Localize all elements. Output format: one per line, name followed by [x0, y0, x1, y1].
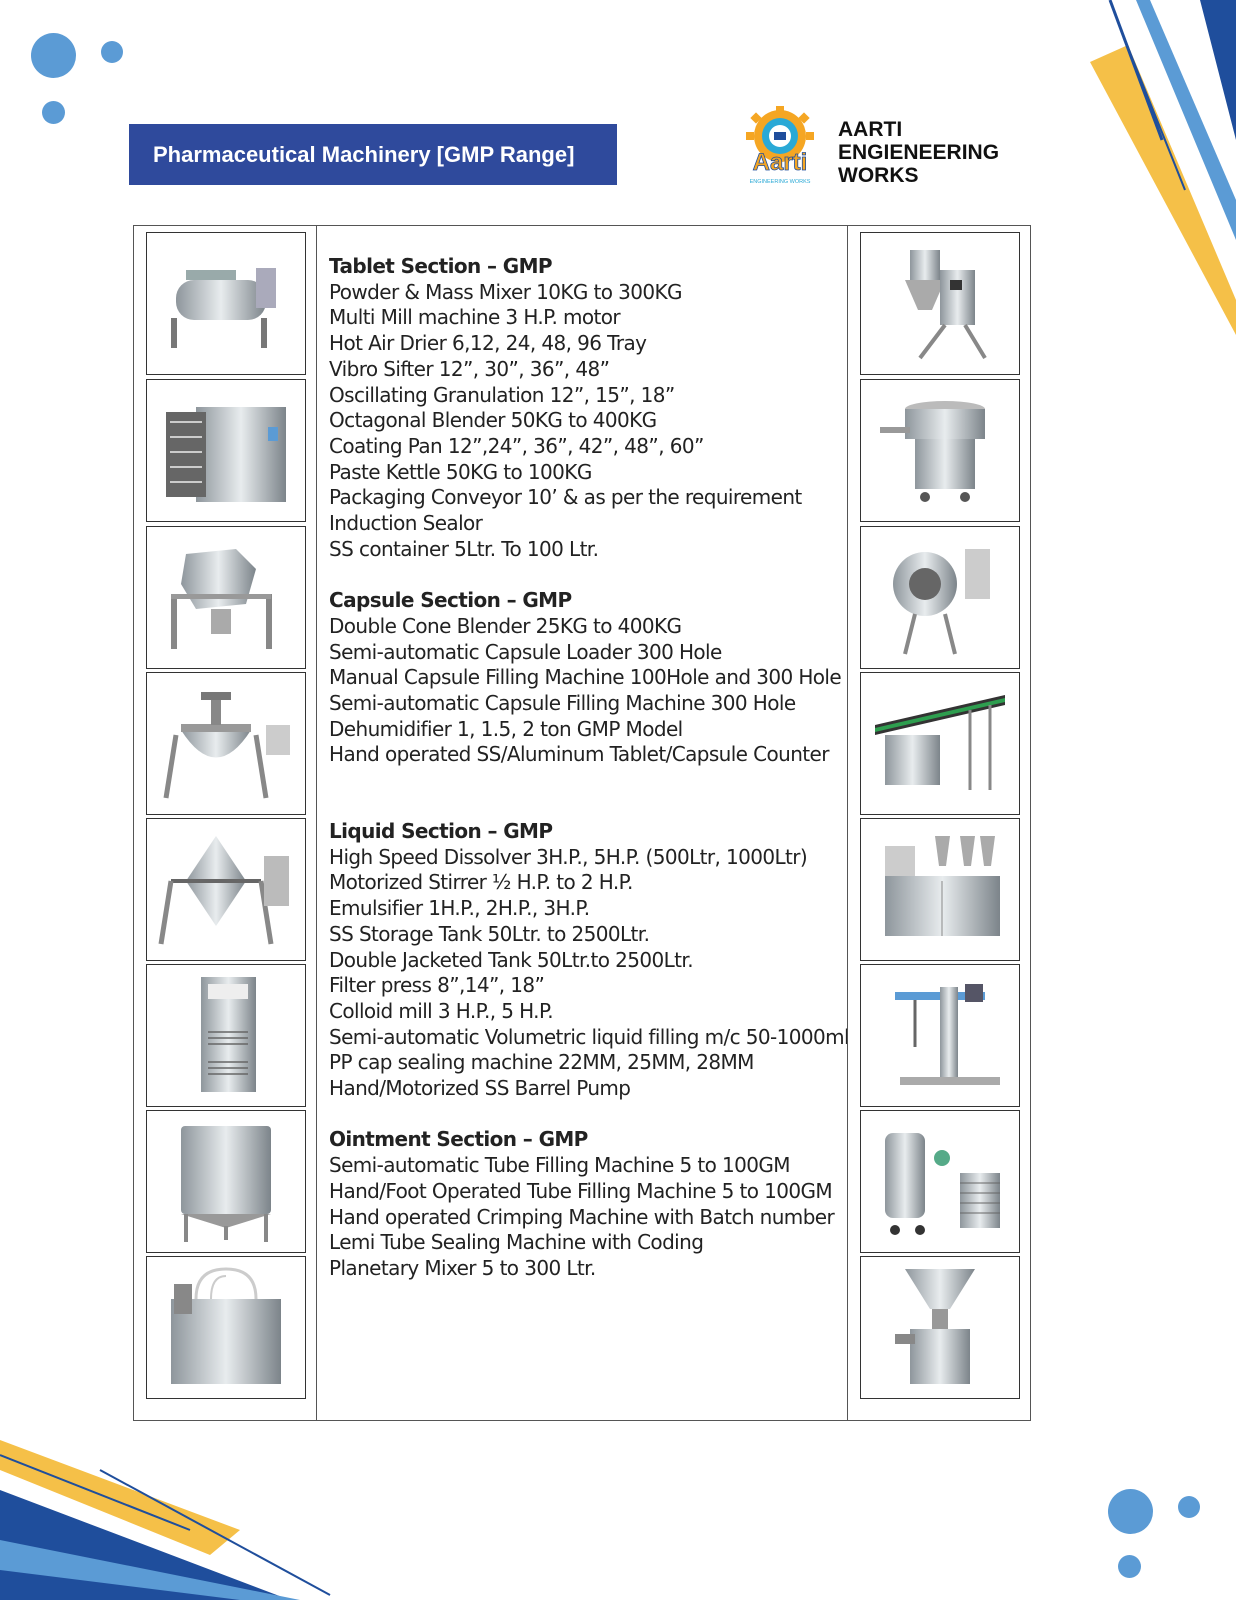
list-item: Semi-automatic Capsule Filling Machine 300 Hole — [329, 690, 796, 715]
list-item: Octagonal Blender 50KG to 400KG — [329, 408, 657, 433]
list-item: Coating Pan 12”,24”, 36”, 42”, 48”, 60” — [329, 433, 704, 458]
list-item: Hand/Motorized SS Barrel Pump — [329, 1076, 631, 1101]
list-item: Hand operated SS/Aluminum Tablet/Capsule Counter — [329, 742, 829, 767]
decor-dot-small — [1178, 1496, 1200, 1518]
list-item: Dehumidifier 1, 1.5, 2 ton GMP Model — [329, 716, 683, 741]
list-item: Motorized Stirrer ½ H.P. to 2 H.P. — [329, 870, 633, 895]
list-item: PP cap sealing machine 22MM, 25MM, 28MM — [329, 1050, 754, 1075]
decor-dot-small — [101, 41, 123, 63]
list-item: Colloid mill 3 H.P., 5 H.P. — [329, 998, 554, 1023]
machine-image-double-cone-blender — [146, 818, 306, 961]
list-item: Semi-automatic Capsule Loader 300 Hole — [329, 639, 722, 664]
machine-image-capsule-filling — [860, 818, 1020, 961]
list-item: Planetary Mixer 5 to 300 Ltr. — [329, 1255, 596, 1280]
list-item: Powder & Mass Mixer 10KG to 300KG — [329, 279, 682, 304]
machine-image-packaging-conveyor — [860, 672, 1020, 815]
company-name: AARTI ENGIENEERING WORKS — [838, 118, 1000, 187]
machine-image-filter-press — [860, 1110, 1020, 1253]
list-item: Hot Air Drier 6,12, 24, 48, 96 Tray — [329, 331, 647, 356]
list-item: Oscillating Granulation 12”, 15”, 18” — [329, 382, 675, 407]
machine-image-coating-pan — [860, 526, 1020, 669]
product-list — [329, 254, 849, 1307]
decor-stripes-top-right — [1090, 0, 1236, 340]
machine-image-liquid-filling — [146, 1256, 306, 1399]
product-table — [133, 225, 1031, 1421]
list-item: SS Storage Tank 50Ltr. to 2500Ltr. — [329, 921, 650, 946]
right-image-column — [847, 226, 1030, 1420]
machine-image-multi-mill — [860, 232, 1020, 375]
list-item: Double Jacketed Tank 50Ltr.to 2500Ltr. — [329, 947, 693, 972]
machine-image-hot-air-drier — [146, 379, 306, 522]
list-item: Lemi Tube Sealing Machine with Coding — [329, 1230, 704, 1255]
section-heading: Ointment Section – GMP — [329, 1127, 588, 1152]
list-item: Hand/Foot Operated Tube Filling Machine 5 to 100GM — [329, 1178, 833, 1203]
machine-image-mass-mixer — [146, 232, 306, 375]
section-tablet — [329, 254, 849, 562]
decor-dot-small — [1118, 1555, 1141, 1578]
machine-image-colloid-mill — [860, 1256, 1020, 1399]
machine-image-vibro-sifter — [860, 379, 1020, 522]
machine-image-dissolver — [860, 964, 1020, 1107]
section-ointment — [329, 1127, 849, 1281]
svg-text:Aarti: Aarti — [752, 149, 808, 176]
list-item: Semi-automatic Volumetric liquid filling m/c 50-1000ml — [329, 1024, 849, 1049]
list-item: SS container 5Ltr. To 100 Ltr. — [329, 536, 599, 561]
section-heading: Capsule Section – GMP — [329, 588, 572, 613]
list-item: Vibro Sifter 12”, 30”, 36”, 48” — [329, 356, 610, 381]
list-item: Emulsifier 1H.P., 2H.P., 3H.P. — [329, 896, 590, 921]
machine-image-octagonal-blender — [146, 526, 306, 669]
page-title: Pharmaceutical Machinery [GMP Range] — [129, 124, 617, 185]
section-heading: Tablet Section – GMP — [329, 254, 552, 278]
list-item: Packaging Conveyor 10’ & as per the requirement — [329, 485, 802, 510]
machine-image-storage-tank — [146, 1110, 306, 1253]
list-item: Semi-automatic Tube Filling Machine 5 to 100GM — [329, 1153, 790, 1178]
list-item: Hand operated Crimping Machine with Batch number — [329, 1204, 835, 1229]
section-liquid — [329, 819, 849, 1102]
decor-dot-large — [31, 33, 76, 78]
decor-dot-small — [42, 101, 65, 124]
section-heading: Liquid Section – GMP — [329, 819, 553, 844]
svg-text:ENGINEERING WORKS: ENGINEERING WORKS — [749, 179, 811, 185]
decor-stripes-bottom-left — [0, 1430, 340, 1600]
decor-dot-large — [1108, 1489, 1153, 1534]
list-item: Filter press 8”,14”, 18” — [329, 973, 545, 998]
list-item: Multi Mill machine 3 H.P. motor — [329, 305, 621, 330]
list-item: Induction Sealor — [329, 511, 483, 536]
list-item: Paste Kettle 50KG to 100KG — [329, 459, 592, 484]
company-logo — [740, 104, 1070, 190]
list-item: Double Cone Blender 25KG to 400KG — [329, 613, 682, 638]
machine-image-paste-kettle — [146, 672, 306, 815]
list-item: High Speed Dissolver 3H.P., 5H.P. (500Ltr, 1000Ltr) — [329, 844, 808, 869]
section-capsule — [329, 588, 849, 768]
machine-image-dehumidifier — [146, 964, 306, 1107]
list-item: Manual Capsule Filling Machine 100Hole and 300 Hole — [329, 665, 842, 690]
left-image-column — [134, 226, 317, 1420]
gear-logo-icon — [740, 104, 830, 190]
